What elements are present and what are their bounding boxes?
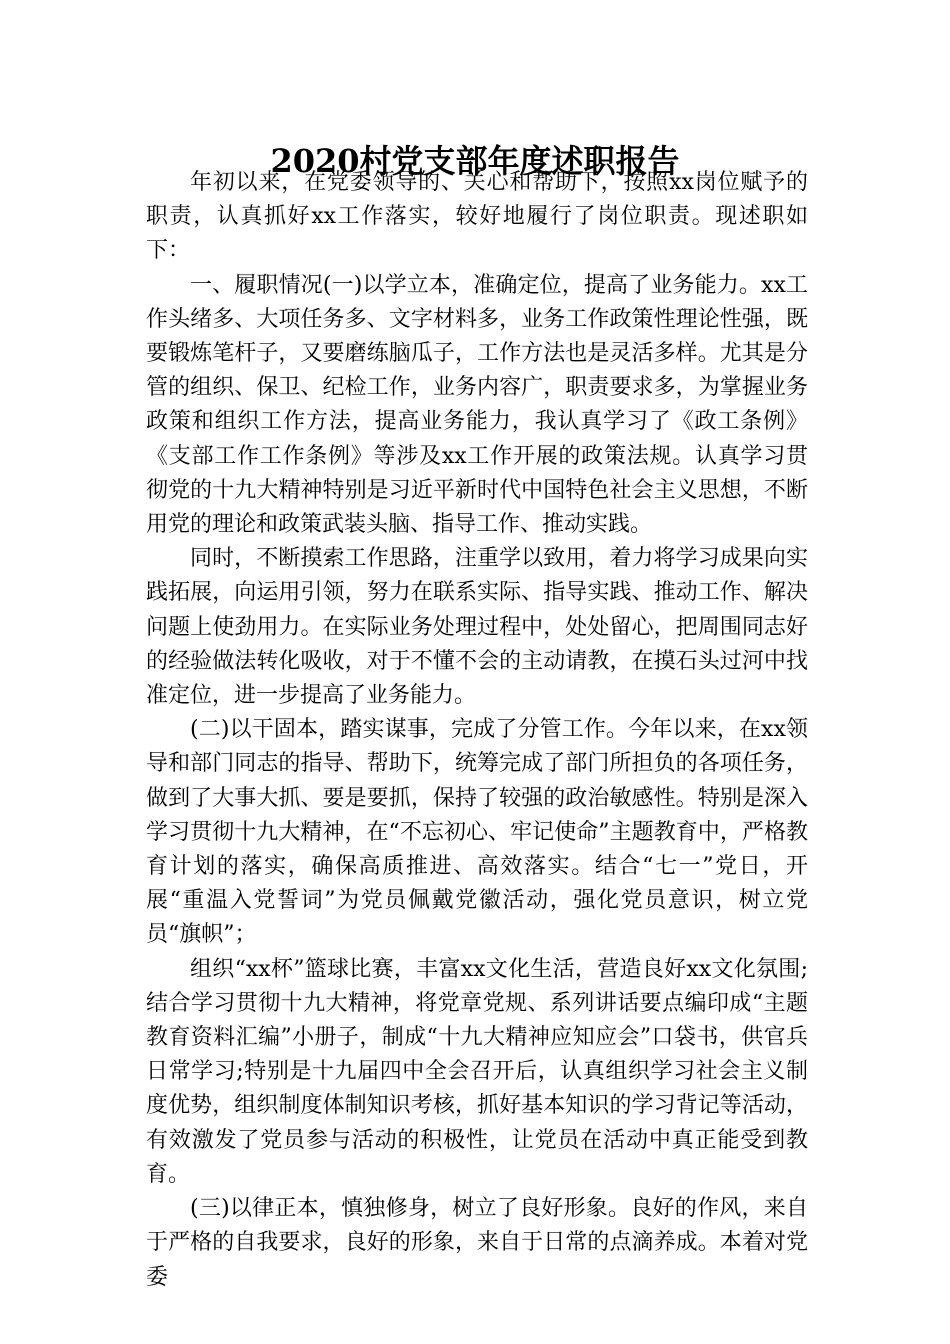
document-body xyxy=(146,166,808,1295)
document-title: 2020村党支部年度述职报告 xyxy=(270,142,680,181)
paragraph-section-3: (三)以律正本，慎独修身，树立了良好形象。良好的作风，来自于严格的自我要求，良好的形象，来自于日常的点滴养成。本着对党委 xyxy=(146,1196,808,1290)
paragraph-section-1: 一、履职情况(一)以学立本，准确定位，提高了业务能力。xx工作头绪多、大项任务多、文字材料多，业务工作政策性理论性强，既要锻炼笔杆子，又要磨练脑瓜子，工作方法也是灵活多样。尤其是分管的组织、保卫、纪检工作，业务内容广，职责要求多，为掌握业务政策和组织工作方法，提高业务能力，我认真学习了《政工条例》《支部工作工作条例》等涉及xx工作开展的政策法规。认真学习贯彻党的十九大精神特别是习近平新时代中国特色社会主义思想，不断用党的理论和政策武装头脑、指导工作、推动实践。 xyxy=(146,272,808,538)
paragraph-section-2-cont: 组织“xx杯”篮球比赛，丰富xx文化生活，营造良好xx文化氛围;结合学习贯彻十九大精神，将党章党规、系列讲话要点编印成“主题教育资料汇编”小册子，制成“十九大精神应知应会”口袋书，供官兵日常学习;特别是十九届四中全会召开后，认真组织学习社会主义制度优势，组织制度体制知识考核，抓好基本知识的学习背记等活动，有效激发了党员参与活动的积极性，让党员在活动中真正能受到教育。 xyxy=(146,956,808,1187)
paragraph-section-2: (二)以干固本，踏实谋事，完成了分管工作。今年以来，在xx领导和部门同志的指导、帮助下，统筹完成了部门所担负的各项任务，做到了大事大抓、要是要抓，保持了较强的政治敏感性。特别是深入学习贯彻十九大精神，在“不忘初心、牢记使命”主题教育中，严格教育计划的落实，确保高质推进、高效落实。结合“七一”党日，开展“重温入党誓词”为党员佩戴党徽活动，强化党员意识，树立党员“旗帜”； xyxy=(146,717,808,948)
paragraph-section-1-cont: 同时，不断摸索工作思路，注重学以致用，着力将学习成果向实践拓展，向运用引领，努力在联系实际、指导实践、推动工作、解决问题上使劲用力。在实际业务处理过程中，处处留心，把周围同志好的经验做法转化吸收，对于不懂不会的主动请教，在摸石头过河中找准定位，进一步提高了业务能力。 xyxy=(146,546,808,709)
paragraph-intro: 年初以来，在党委领导的、关心和帮助下，按照xx岗位赋予的职责，认真抓好xx工作落实，较好地履行了岗位职责。现述职如下： xyxy=(146,170,808,264)
